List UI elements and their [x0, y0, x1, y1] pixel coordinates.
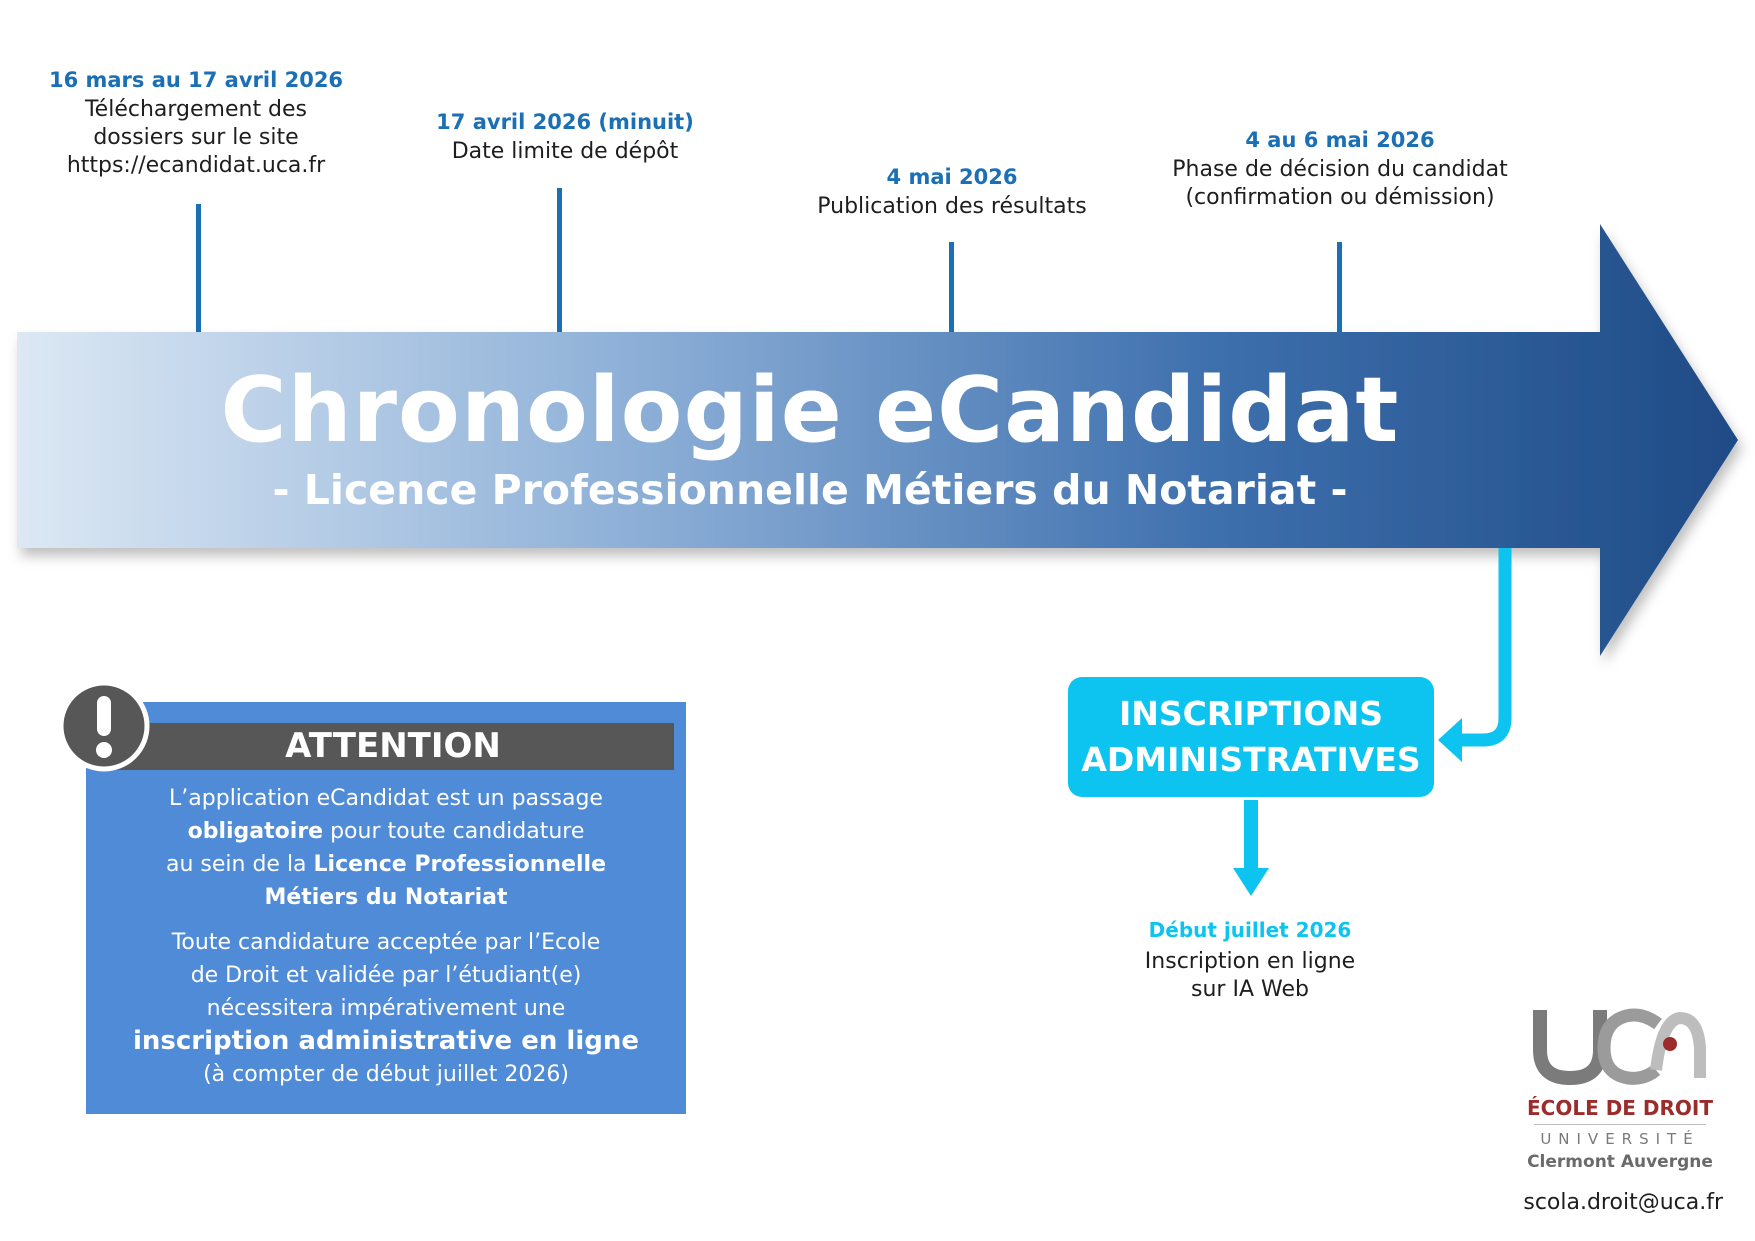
- attention-heading: ATTENTION: [112, 723, 674, 770]
- attention-line: [96, 848, 676, 881]
- tick-1: [196, 204, 201, 332]
- attention-paragraph-2: [96, 926, 676, 1091]
- attention-text: pour toute candidature: [323, 819, 585, 844]
- tick-4: [1337, 242, 1342, 332]
- connector-arrowhead: [1438, 718, 1462, 762]
- milestone-2: [405, 110, 725, 166]
- inscriptions-line: INSCRIPTIONS: [1119, 694, 1383, 733]
- uca-logo-icon: [1530, 1004, 1710, 1088]
- milestone-line: Téléchargement des: [84, 97, 308, 122]
- milestone-1: [36, 68, 356, 180]
- attention-line: nécessitera impérativement une: [206, 996, 566, 1021]
- logo-universite: UNIVERSITÉ: [1540, 1130, 1700, 1148]
- attention-bold: Métiers du Notariat: [264, 885, 508, 910]
- attention-bold: inscription administrative en ligne: [132, 1026, 640, 1056]
- logo-clermont: Clermont Auvergne: [1527, 1152, 1713, 1172]
- logo-ecole: ÉCOLE DE DROIT: [1526, 1096, 1714, 1120]
- attention-line: [96, 1025, 676, 1058]
- attention-text: au sein de la: [165, 852, 314, 877]
- banner-title: Chronologie eCandidat: [220, 358, 1400, 463]
- milestone-line: https://ecandidat.uca.fr: [66, 153, 326, 178]
- inscriptions-box: [1068, 677, 1434, 797]
- milestone-line: Publication des résultats: [817, 194, 1087, 219]
- milestone-date: 16 mars au 17 avril 2026: [48, 68, 344, 92]
- milestone-3: [792, 165, 1112, 221]
- attention-paragraph-1: [96, 782, 676, 914]
- milestone-4: [1140, 128, 1540, 212]
- milestone-line: Date limite de dépôt: [451, 139, 679, 164]
- attention-line: (à compter de début juillet 2026): [203, 1062, 569, 1087]
- inscriptions-text-line: Inscription en ligne: [1144, 949, 1356, 974]
- milestone-line: dossiers sur le site: [93, 125, 299, 150]
- attention-line: [96, 815, 676, 848]
- inscriptions-line: ADMINISTRATIVES: [1081, 740, 1421, 779]
- logo-divider: [1534, 1124, 1706, 1125]
- milestone-date: 4 mai 2026: [886, 165, 1018, 189]
- attention-line: [96, 881, 676, 914]
- down-arrow-head: [1233, 868, 1269, 896]
- contact-email[interactable]: scola.droit@uca.fr: [1523, 1190, 1723, 1215]
- milestone-date: 4 au 6 mai 2026: [1245, 128, 1435, 152]
- inscriptions-date: Début juillet 2026: [1148, 918, 1352, 942]
- banner-subtitle: - Licence Professionnelle Métiers du Notariat -: [272, 466, 1348, 514]
- attention-bold: Licence Professionnelle: [313, 852, 607, 877]
- connector-line: [1455, 548, 1505, 740]
- inscriptions-text-line: sur IA Web: [1191, 977, 1309, 1002]
- attention-line: Toute candidature acceptée par l’Ecole: [171, 930, 601, 955]
- down-arrow-shaft: [1244, 800, 1258, 870]
- milestone-line: (confirmation ou démission): [1185, 185, 1495, 210]
- milestone-line: Phase de décision du candidat: [1172, 157, 1508, 182]
- tick-3: [949, 242, 954, 332]
- attention-line: L’application eCandidat est un passage: [169, 786, 603, 811]
- inscriptions-text: [1110, 948, 1390, 1004]
- exclamation-icon: [56, 678, 152, 774]
- attention-line: de Droit et validée par l’étudiant(e): [190, 963, 582, 988]
- tick-2: [557, 188, 562, 332]
- attention-bold: obligatoire: [187, 819, 324, 844]
- milestone-date: 17 avril 2026 (minuit): [436, 110, 694, 134]
